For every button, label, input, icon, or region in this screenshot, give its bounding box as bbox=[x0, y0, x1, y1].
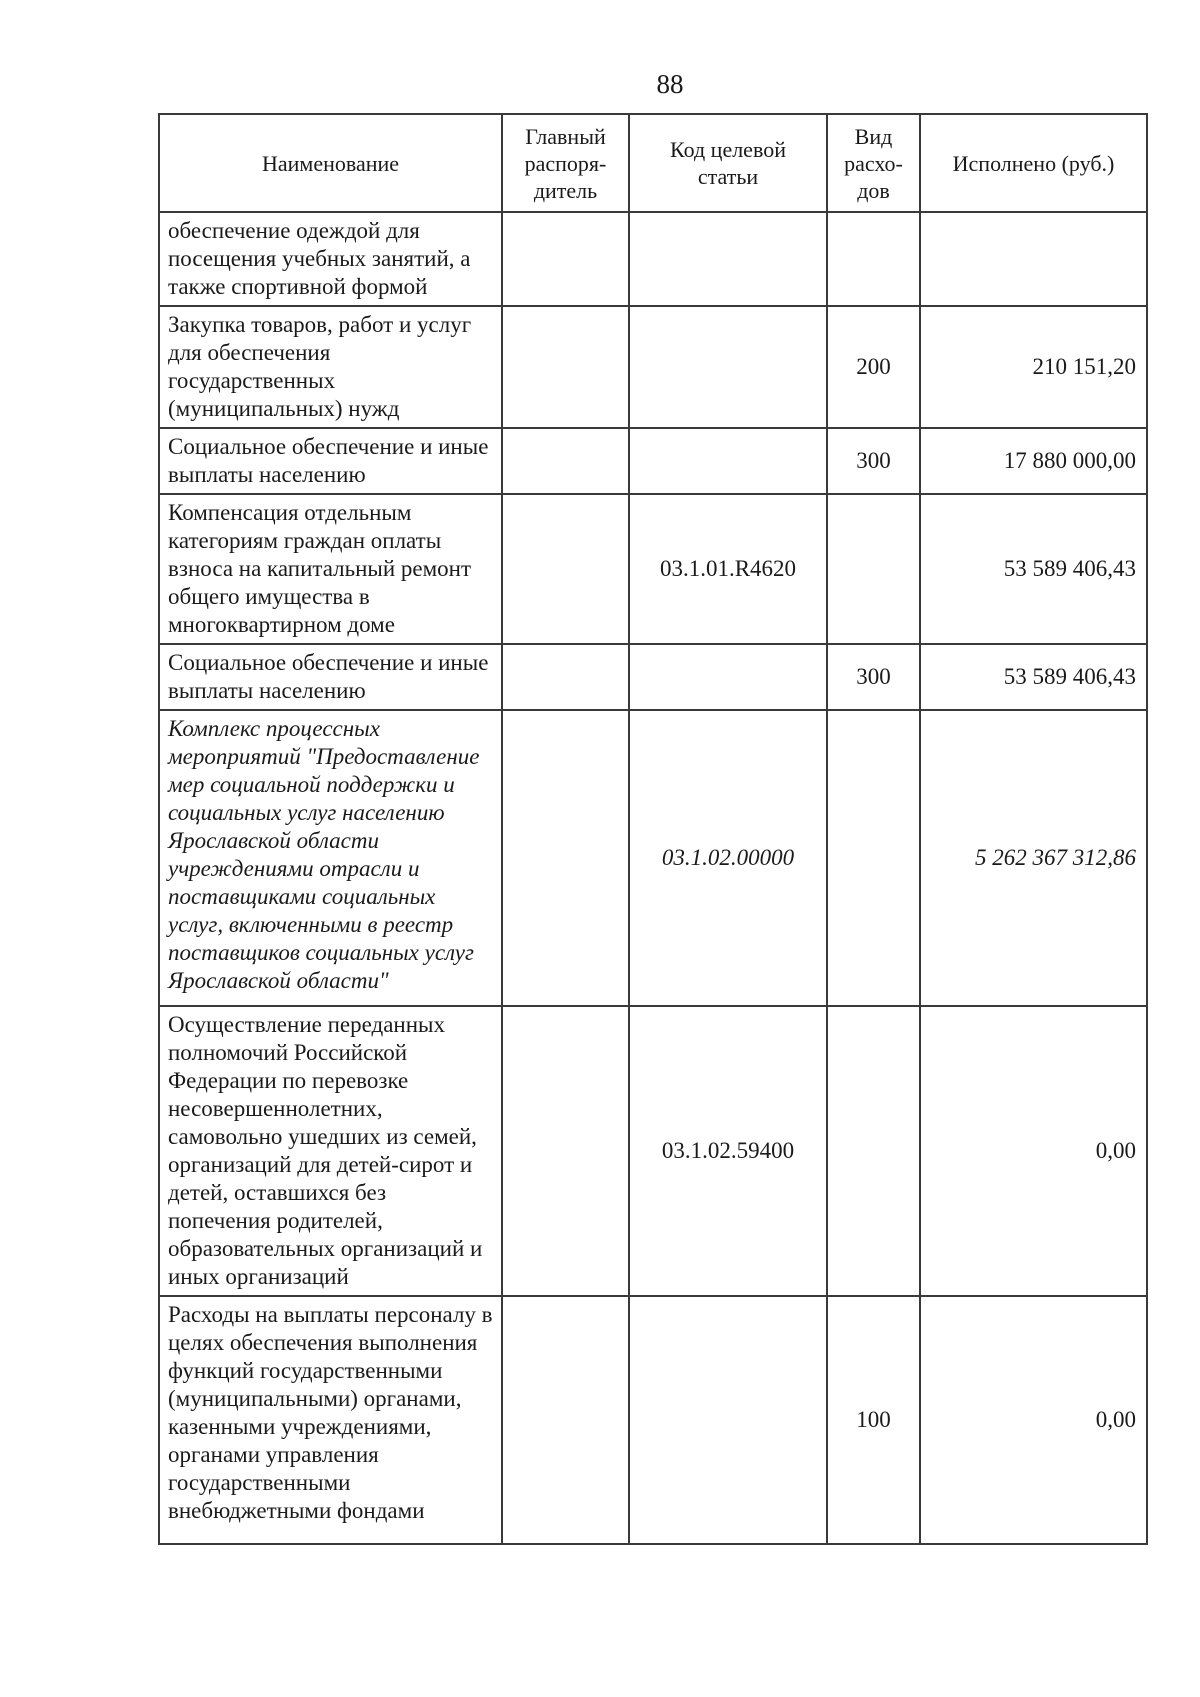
table-row bbox=[159, 494, 1147, 644]
cell-executed-amount: 17 880 000,00 bbox=[920, 428, 1147, 494]
header-name: Наименование bbox=[159, 114, 502, 212]
cell-expense-type bbox=[827, 1006, 920, 1296]
header-expense-type: Вид расхо-дов bbox=[827, 114, 920, 212]
cell-expense-type bbox=[827, 710, 920, 1006]
cell-expense-type: 300 bbox=[827, 428, 920, 494]
cell-target-article-code: 03.1.02.00000 bbox=[629, 710, 827, 1006]
table-row bbox=[159, 212, 1147, 306]
cell-executed-amount: 53 589 406,43 bbox=[920, 494, 1147, 644]
table-row bbox=[159, 644, 1147, 710]
cell-expense-type bbox=[827, 212, 920, 306]
cell-target-article-code bbox=[629, 212, 827, 306]
cell-chief-administrator bbox=[502, 644, 629, 710]
header-target-article-code: Код целевой статьи bbox=[629, 114, 827, 212]
cell-expense-type: 100 bbox=[827, 1296, 920, 1544]
cell-chief-administrator bbox=[502, 428, 629, 494]
cell-chief-administrator bbox=[502, 212, 629, 306]
cell-chief-administrator bbox=[502, 494, 629, 644]
cell-name: Закупка товаров, работ и услуг для обеспечения государственных (муниципальных) нужд bbox=[159, 306, 502, 428]
cell-name: Расходы на выплаты персоналу в целях обеспечения выполнения функций государственными (муниципальными) органами, казенными учреждениями, органами управления государственными внебюджетными фондами bbox=[159, 1296, 502, 1544]
cell-chief-administrator bbox=[502, 1006, 629, 1296]
cell-name: Осуществление переданных полномочий Российской Федерации по перевозке несовершеннолетних, самовольно ушедших из семей, организаций для детей-сирот и детей, оставшихся без попечения родителей, образовательных организаций и иных организаций bbox=[159, 1006, 502, 1296]
table-row bbox=[159, 306, 1147, 428]
cell-executed-amount bbox=[920, 212, 1147, 306]
cell-expense-type bbox=[827, 494, 920, 644]
cell-executed-amount: 53 589 406,43 bbox=[920, 644, 1147, 710]
table-row bbox=[159, 428, 1147, 494]
page-number: 88 bbox=[656, 69, 684, 99]
cell-target-article-code bbox=[629, 428, 827, 494]
cell-chief-administrator bbox=[502, 306, 629, 428]
header-executed-amount: Исполнено (руб.) bbox=[920, 114, 1147, 212]
cell-name: Социальное обеспечение и иные выплаты населению bbox=[159, 644, 502, 710]
table-header-row bbox=[159, 114, 1147, 212]
cell-chief-administrator bbox=[502, 710, 629, 1006]
cell-expense-type: 200 bbox=[827, 306, 920, 428]
cell-target-article-code: 03.1.02.59400 bbox=[629, 1006, 827, 1296]
cell-executed-amount: 0,00 bbox=[920, 1006, 1147, 1296]
cell-target-article-code bbox=[629, 306, 827, 428]
cell-name: обеспечение одеждой для посещения учебных занятий, а также спортивной формой bbox=[159, 212, 502, 306]
table-row bbox=[159, 710, 1147, 1006]
cell-target-article-code: 03.1.01.R4620 bbox=[629, 494, 827, 644]
cell-executed-amount: 210 151,20 bbox=[920, 306, 1147, 428]
cell-name: Компенсация отдельным категориям граждан оплаты взноса на капитальный ремонт общего имущества в многоквартирном доме bbox=[159, 494, 502, 644]
table-body bbox=[159, 212, 1147, 1544]
cell-expense-type: 300 bbox=[827, 644, 920, 710]
budget-execution-table bbox=[158, 113, 1148, 1545]
cell-executed-amount: 5 262 367 312,86 bbox=[920, 710, 1147, 1006]
cell-name: Социальное обеспечение и иные выплаты населению bbox=[159, 428, 502, 494]
cell-target-article-code bbox=[629, 1296, 827, 1544]
table-row bbox=[159, 1296, 1147, 1544]
cell-chief-administrator bbox=[502, 1296, 629, 1544]
cell-target-article-code bbox=[629, 644, 827, 710]
header-chief-administrator: Главный распоря-дитель bbox=[502, 114, 629, 212]
cell-executed-amount: 0,00 bbox=[920, 1296, 1147, 1544]
table-row bbox=[159, 1006, 1147, 1296]
cell-name: Комплекс процессных мероприятий "Предоставление мер социальной поддержки и социальных услуг населению Ярославской области учреждениями отрасли и поставщиками социальных услуг, включенными в реестр поставщиков социальных услуг Ярославской области" bbox=[159, 710, 502, 1006]
